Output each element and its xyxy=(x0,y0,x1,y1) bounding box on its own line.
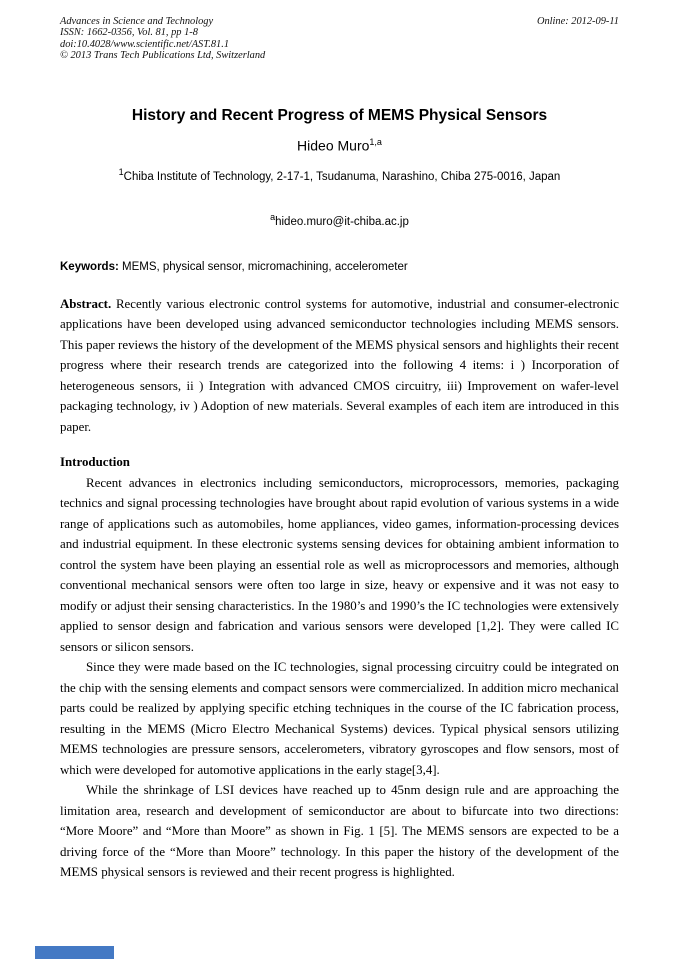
footer-accent-bar xyxy=(35,946,114,959)
author-superscript: 1,a xyxy=(369,137,382,148)
paper-title: History and Recent Progress of MEMS Physical Sensors xyxy=(131,107,548,125)
introduction-body xyxy=(60,473,619,883)
journal-header-left xyxy=(60,16,265,61)
affiliation-line xyxy=(60,167,619,183)
journal-copyright-line: © 2013 Trans Tech Publications Ltd, Switzerland xyxy=(60,49,266,61)
journal-issn-line: ISSN: 1662-0356, Vol. 81, pp 1-8 xyxy=(60,27,198,39)
keywords-label: Keywords: xyxy=(60,260,119,273)
introduction-paragraph-2: Since they were made based on the IC technologies, signal processing circuitry could be integrated on the chip with the sensing elements and compact sensors were commercialized. In addition micro mechanical parts could be realized by applying specific etching techniques in the course of the IC fabrication process, resulting in the MEMS (Micro Electro Mechanical Systems) devices. Typical physical sensors utilizing MEMS technologies are pressure sensors, accelerometers, vibratory gyroscopes and flow sensors, most of which were developed for automotive applications in the early stage[3,4]. xyxy=(60,660,619,777)
email-line xyxy=(60,212,619,228)
section-heading-introduction: Introduction xyxy=(60,455,130,469)
journal-title: Advances in Science and Technology xyxy=(60,16,214,27)
author-name: Hideo Muro xyxy=(297,137,370,154)
journal-header xyxy=(60,16,619,61)
keywords-text: MEMS, physical sensor, micromachining, accelerometer xyxy=(118,260,408,273)
introduction-paragraph-3: While the shrinkage of LSI devices have reached up to 45nm design rule and are approaching the limitation area, research and development of semiconductor are about to bifurcate into two directions: “More Moore” and “More than Moore” as shown in Fig. 1 [5]. The MEMS sensors are expected to be a driving force of the “More than Moore” technology. In this paper the history of the development of the MEMS physical sensors is reviewed and their recent progress is highlighted. xyxy=(60,783,619,879)
affiliation-superscript: 1 xyxy=(118,166,124,177)
email-text: hideo.muro@it-chiba.ac.jp xyxy=(275,215,409,228)
abstract-paragraph xyxy=(60,294,619,438)
keywords-line xyxy=(60,261,619,273)
affiliation-text: Chiba Institute of Technology, 2-17-1, Tsudanuma, Narashino, Chiba 275-0016, Japan xyxy=(123,170,561,183)
introduction-paragraph-1: Recent advances in electronics including semiconductors, microprocessors, memories, packaging technics and signal processing technologies have brought about rapid evolution of various systems in a wide range of applications such as automobiles, home appliances, video games, information-processing devices and industrial equipment. In these electronic systems sensing devices for obtaining ambient information to control the system have been playing an essential role as well as microprocessors and memories, although conventional mechanical sensors were often too large in size, heavy or expensive and it was not easy to modify or adjust their sensing characteristics. In the 1980’s and 1990’s the IC technologies were extensively applied to sensor design and fabrication and various sensors were developed [1,2]. They were called IC sensors or silicon sensors. xyxy=(60,475,619,654)
online-date: Online: 2012-09-11 xyxy=(536,16,619,27)
author-line xyxy=(60,137,619,154)
journal-doi-line: doi:10.4028/www.scientific.net/AST.81.1 xyxy=(60,38,230,50)
abstract-label: Abstract. xyxy=(60,296,112,311)
abstract-text: Recently various electronic control systems for automotive, industrial and consumer-electronic applications have been developed using advanced semiconductor technologies including MEMS sensors. This paper reviews the history of the development of the MEMS physical sensors and highlights their recent progress where their research trends are categorized into the following 4 items: i ) Incorporation of heterogeneous sensors, ii ) Integration with advanced CMOS circuitry, iii) Improvement on wafer-level packaging technology, iv ) Adoption of new materials. Several examples of each item are introduced in this paper. xyxy=(60,296,619,434)
email-superscript: a xyxy=(270,211,276,222)
